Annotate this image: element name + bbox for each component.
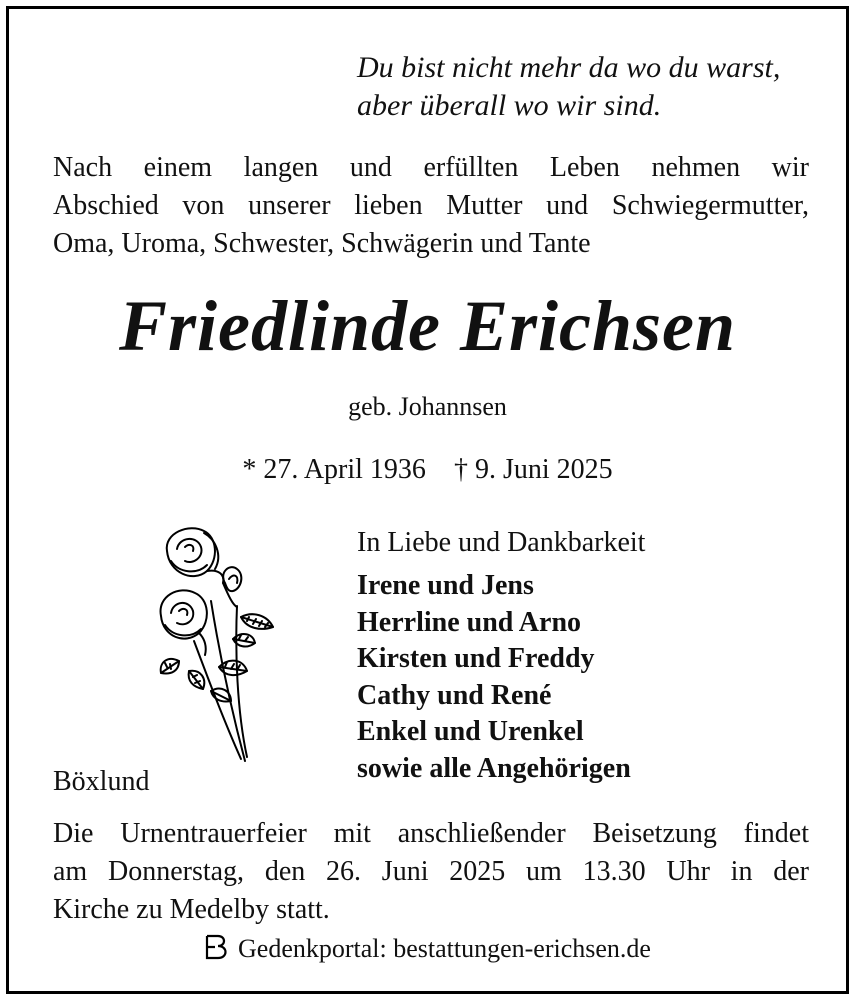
obituary-notice (6, 6, 849, 994)
deceased-name: Friedlinde Erichsen (118, 286, 737, 366)
motto-line-2: aber überall wo wir sind. (357, 89, 662, 122)
service-line-3: Kirche zu Medelby statt. (53, 894, 330, 925)
service-line-1: Die Urnentrauerfeier mit anschließender Beisetzung findet (53, 818, 809, 849)
funeral-service-info (53, 815, 809, 929)
mourner-entry: Herrline und Arno (357, 606, 582, 638)
mourner-entry: sowie alle Angehörigen (357, 752, 631, 784)
motto-quote (357, 49, 780, 125)
intro-line-2: Abschied von unserer lieben Mutter und Schwiegermutter, (53, 190, 809, 221)
funeral-home-logo-icon (204, 933, 232, 961)
intro-line-1: Nach einem langen und erfüllten Leben nehmen wir (53, 152, 809, 183)
mourners-list (357, 568, 631, 787)
service-line-2: am Donnerstag, den 26. Juni 2025 um 13.30 Uhr in der (53, 856, 809, 887)
mourner-entry: Cathy und René (357, 679, 552, 711)
memorial-portal (9, 933, 846, 964)
maiden-name: geb. Johannsen (348, 392, 507, 421)
memorial-portal-link[interactable]: Gedenkportal: bestattungen-erichsen.de (238, 934, 651, 963)
mourner-entry: Irene und Jens (357, 570, 534, 601)
thanks-line: In Liebe und Dankbarkeit (357, 527, 646, 558)
intro-line-3: Oma, Uroma, Schwester, Schwägerin und Tante (53, 228, 591, 259)
life-dates (9, 454, 846, 486)
mourner-entry: Enkel und Urenkel (357, 716, 584, 747)
motto-line-1: Du bist nicht mehr da wo du warst, (357, 51, 781, 84)
birth-date: * 27. April 1936 (242, 454, 426, 485)
rose-bouquet-icon (149, 521, 279, 771)
intro-text (53, 149, 809, 263)
death-date: † 9. Juni 2025 (453, 454, 613, 485)
mourner-entry: Kirsten und Freddy (357, 643, 595, 674)
place-name: Böxlund (53, 766, 150, 797)
